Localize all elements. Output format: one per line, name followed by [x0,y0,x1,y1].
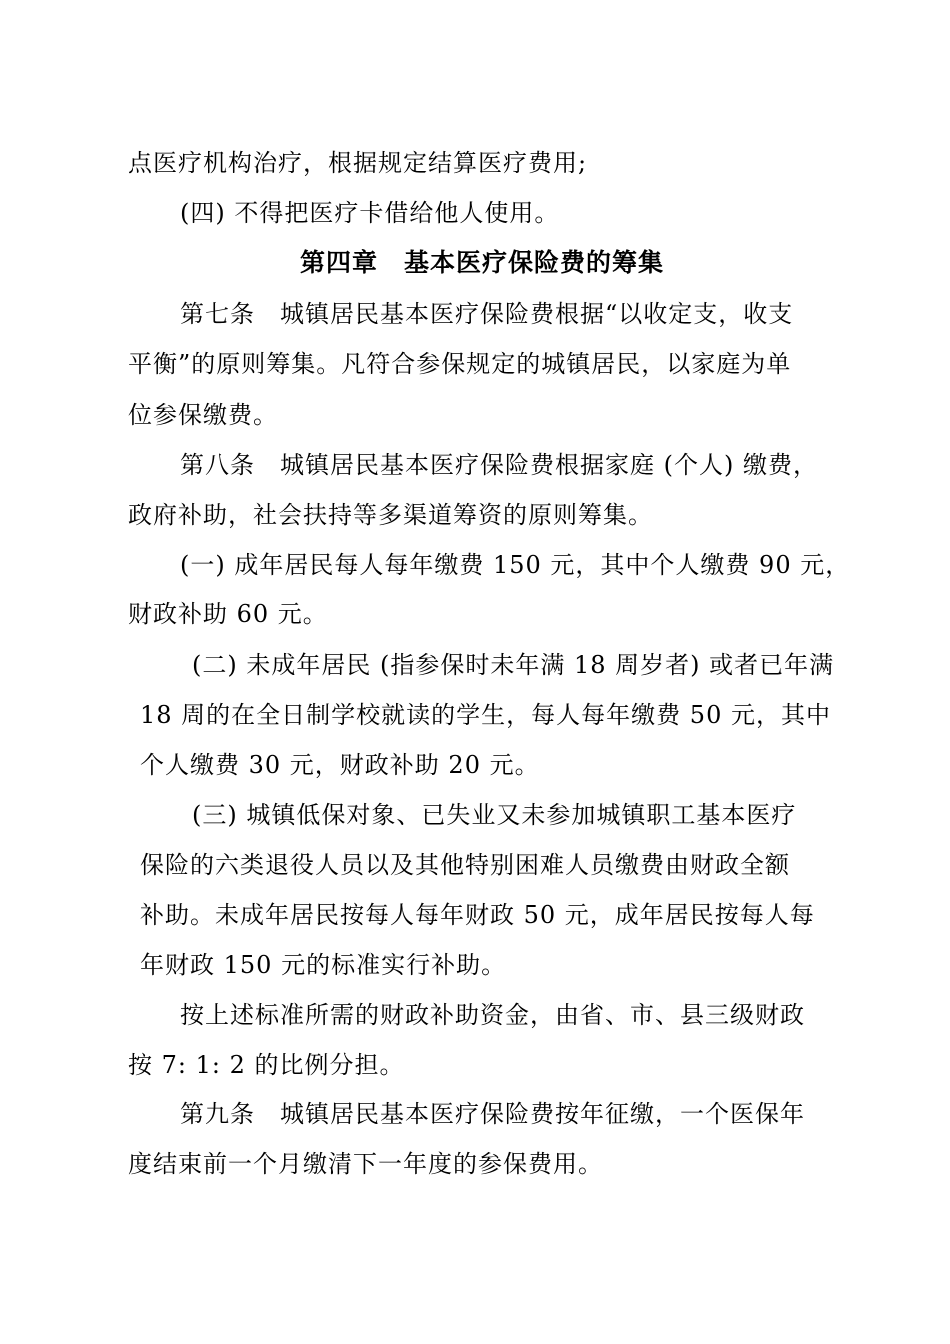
article-9-line-1: 第九条 城镇居民基本医疗保险费按年征缴，一个医保年 [180,1100,805,1128]
item-3-line-4: 年财政 150 元的标准实行补助。 [140,951,507,979]
list-item-4: (四) 不得把医疗卡借给他人使用。 [180,199,560,227]
item-2-line-1: (二) 未成年居民 (指参保时未年满 18 周岁者) 或者已年满 [192,651,835,679]
funding-line-2: 按 7: 1: 2 的比例分担。 [128,1051,405,1079]
text-line: 点医疗机构治疗，根据规定结算医疗费用; [128,149,588,177]
chapter-heading: 第四章 基本医疗保险费的筹集 [300,248,665,277]
item-3-line-3: 补助。未成年居民按每人每年财政 50 元，成年居民按每人每 [140,901,815,929]
article-8-line-1: 第八条 城镇居民基本医疗保险费根据家庭 (个人) 缴费， [180,451,818,479]
article-7-line-2: 平衡”的原则筹集。凡符合参保规定的城镇居民，以家庭为单 [128,350,792,378]
item-1-line-1: (一) 成年居民每人每年缴费 150 元，其中个人缴费 90 元， [180,551,851,579]
item-3-line-2: 保险的六类退役人员以及其他特别困难人员缴费由财政全额 [140,851,790,879]
funding-line-1: 按上述标准所需的财政补助资金，由省、市、县三级财政 [180,1001,805,1029]
article-7-line-3: 位参保缴费。 [128,401,278,429]
article-9-line-2: 度结束前一个月缴清下一年度的参保费用。 [128,1150,603,1178]
item-2-line-3: 个人缴费 30 元，财政补助 20 元。 [140,751,540,779]
article-7-line-1: 第七条 城镇居民基本医疗保险费根据“以收定支，收支 [180,300,794,328]
article-8-line-2: 政府补助，社会扶持等多渠道筹资的原则筹集。 [128,501,653,529]
item-3-line-1: (三) 城镇低保对象、已失业又未参加城镇职工基本医疗 [192,801,797,829]
item-1-line-2: 财政补助 60 元。 [128,600,328,628]
item-2-line-2: 18 周的在全日制学校就读的学生，每人每年缴费 50 元，其中 [140,701,831,729]
